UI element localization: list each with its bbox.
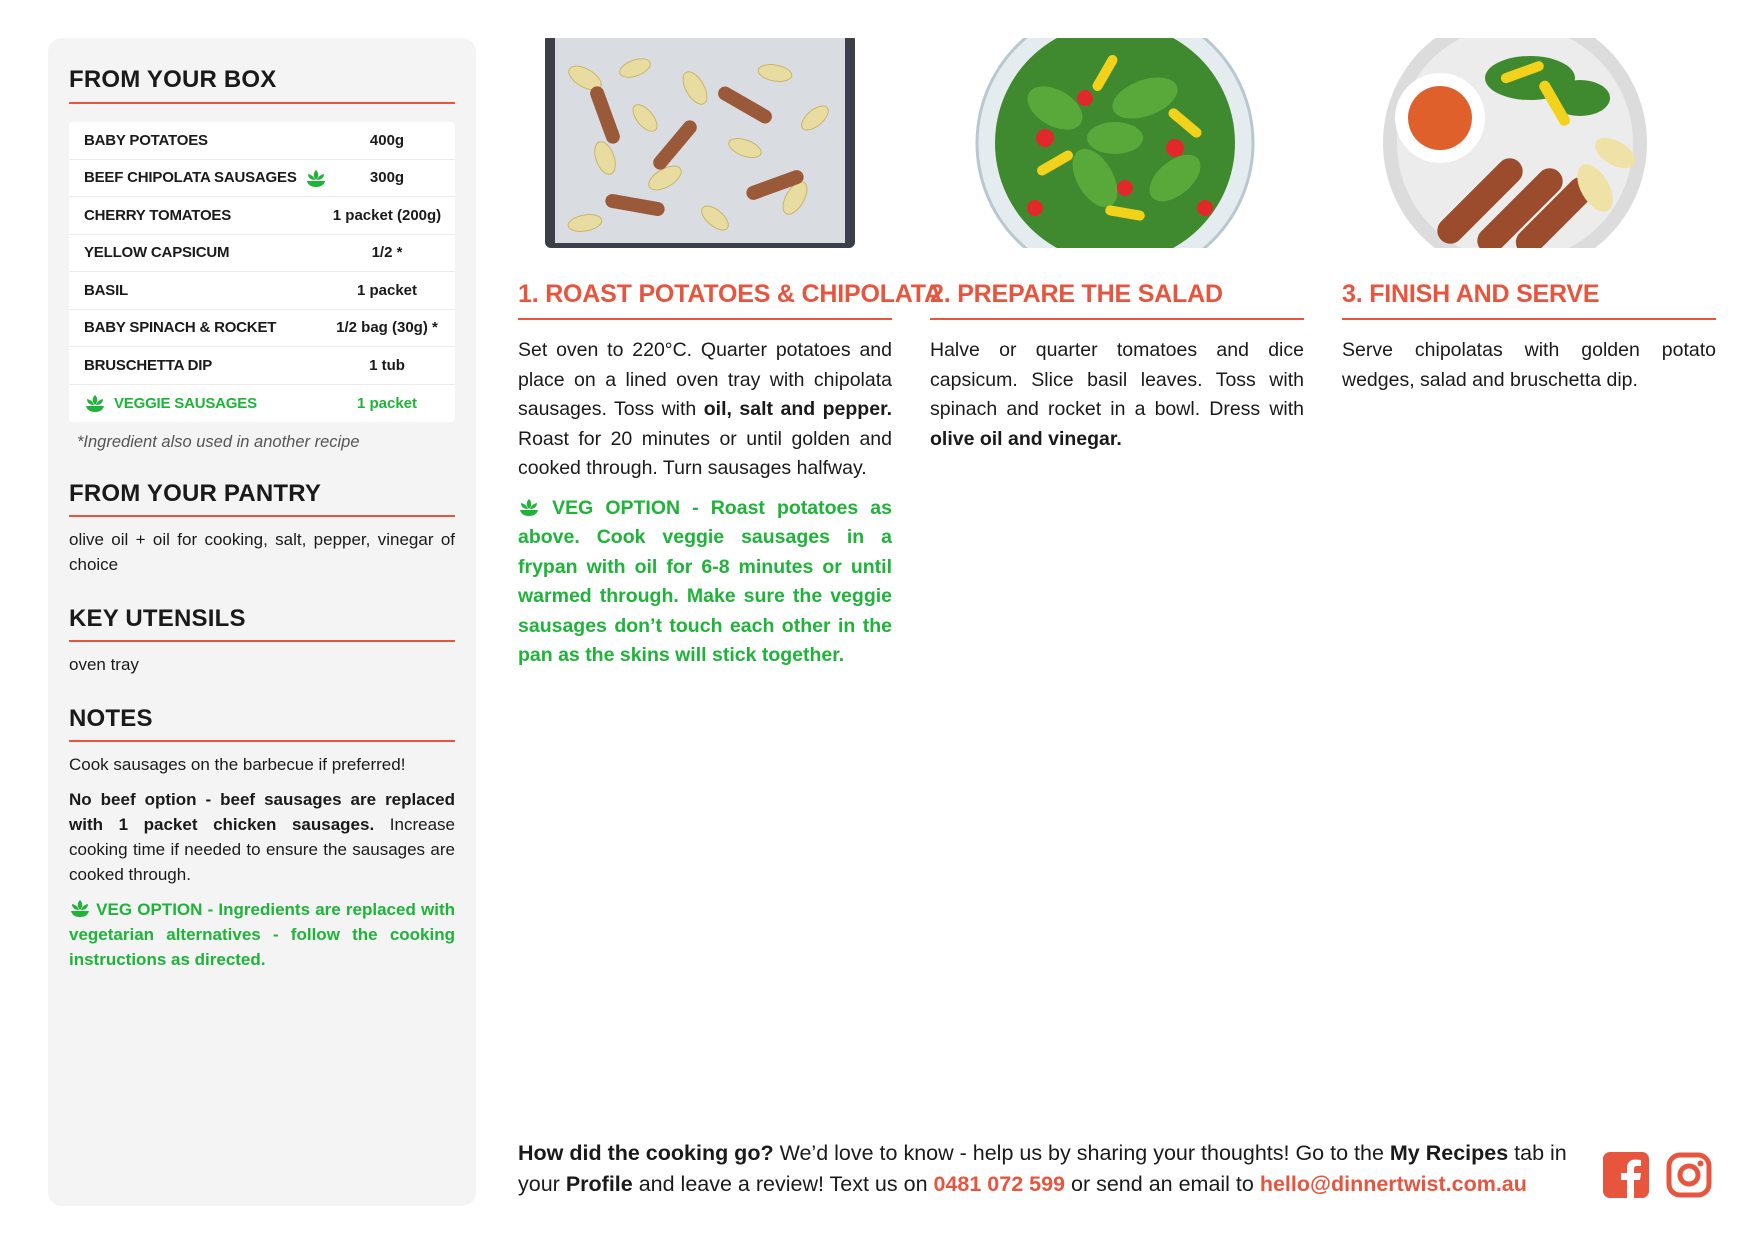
step-2 [930,280,1304,454]
step3-instructions: Serve chipolatas with golden potato wedges, salad and bruschetta dip. [1342,339,1716,391]
footer-text-3: and leave a review! Text us on [632,1172,934,1196]
pantry-section [69,480,455,577]
phone-link[interactable]: 0481 072 599 [933,1172,1066,1196]
step1-veg-option [518,494,892,671]
step-1 [518,280,942,671]
notes-section [69,705,455,972]
note-no-beef [69,787,455,887]
feedback-footer [518,1138,1578,1200]
step1-veg-text: VEG OPTION - Roast potatoes as above. Cook veggie sausages in a frypan with oil for 6-8 minutes or until warmed through. Make sure the veggie sausages don’t touch each other in the pan as the skins will stick together. [518,496,892,666]
roasting-tray-image [545,38,855,248]
leaf-icon [84,393,106,413]
utensils-heading: KEY UTENSILS [69,605,455,642]
ingredient-row [69,122,455,160]
facebook-icon[interactable] [1603,1152,1649,1198]
step1-bold: oil, salt and pepper. [703,398,892,420]
pantry-text: olive oil + oil for cooking, salt, pepper, vinegar of choice [69,530,455,574]
utensils-section [69,605,455,677]
leaf-icon [305,168,327,188]
ingredient-row [69,160,455,198]
ingredient-footnote: *Ingredient also used in another recipe [77,433,360,451]
footer-text-4: or send an email to [1065,1172,1260,1196]
plated-meal-image [1380,38,1650,248]
ingredient-name: YELLOW CAPSICUM [84,244,230,262]
email-link[interactable]: hello@dinnertwist.com.au [1259,1172,1527,1196]
footer-text-1: We’d love to know - help us by sharing your thoughts! Go to the [773,1141,1390,1165]
footer-text-2: tab in your [518,1141,1567,1196]
footer-question: How did the cooking go? [518,1141,774,1165]
ingredient-row [69,310,455,348]
ingredient-row [69,235,455,273]
from-box-heading: FROM YOUR BOX [69,66,455,104]
my-recipes-link[interactable]: My Recipes [1389,1141,1509,1165]
ingredient-row [69,197,455,235]
ingredient-name: BABY SPINACH & ROCKET [84,319,277,337]
step1-text-b: Roast for 20 minutes or until golden and cooked through. Turn sausages halfway. [518,427,892,479]
instagram-icon[interactable] [1666,1152,1712,1198]
profile-link[interactable]: Profile [565,1172,633,1196]
note-veg-option [69,897,455,972]
leaf-icon [69,898,91,918]
ingredient-qty: 1 packet [356,281,418,299]
notes-heading: NOTES [69,705,455,742]
ingredient-row [69,272,455,310]
step2-bold: olive oil and vinegar. [930,427,1122,450]
step1-text-a: Set oven to 220°C. Quarter potatoes and place on a lined oven tray with chipolata sausages. Toss with [518,339,892,420]
leaf-icon [518,497,540,517]
ingredient-qty: 1 tub [369,356,405,374]
step2-text-a: Halve or quarter tomatoes and dice capsicum. Slice basil leaves. Toss with spinach and rocket in a bowl. Dress with [930,339,1304,420]
ingredient-name-cell [84,393,329,413]
ingredient-name: BASIL [84,281,129,299]
step1-instructions [518,336,892,484]
step1-title: 1. ROAST POTATOES & CHIPOLATA [518,280,892,320]
ingredient-qty: 1 packet [356,394,418,412]
step1-photo [545,38,855,248]
ingredient-qty: 400g [369,131,405,149]
note-veg-text: VEG OPTION - Ingredients are replaced with vegetarian alternatives - follow the cooking instructions as directed. [69,900,455,969]
ingredient-row-veg [69,385,455,423]
ingredient-qty: 1/2 bag (30g) * [336,319,438,337]
step3-title: 3. FINISH AND SERVE [1342,280,1716,320]
ingredient-name: VEGGIE SAUSAGES [114,394,257,412]
ingredient-row [69,347,455,385]
ingredient-name: BABY POTATOES [84,131,208,149]
step2-instructions [930,336,1304,454]
note-no-beef-rest: Increase cooking time if needed to ensure the sausages are cooked through. [69,815,455,884]
ingredient-name: CHERRY TOMATOES [84,206,232,224]
ingredient-name-cell [84,168,329,188]
ingredient-qty: 1 packet (200g) [332,206,442,224]
salad-bowl-image [975,38,1255,248]
ingredient-qty: 300g [369,169,405,187]
ingredient-name: BRUSCHETTA DIP [84,356,213,374]
step2-title: 2. PREPARE THE SALAD [930,280,1304,320]
ingredient-qty: 1/2 * [371,244,403,262]
ingredient-name: BEEF CHIPOLATA SAUSAGES [84,169,297,187]
ingredients-sidebar [48,38,476,1206]
ingredients-table [69,122,455,422]
step-3 [1342,280,1716,395]
step2-photo [975,38,1255,248]
step3-photo [1380,38,1650,248]
note-no-beef-bold: No beef option - beef sausages are replaced with 1 packet chicken sausages. [69,790,455,834]
pantry-heading: FROM YOUR PANTRY [69,480,455,517]
utensils-text: oven tray [69,655,139,674]
note-barbecue: Cook sausages on the barbecue if preferred! [69,755,406,774]
